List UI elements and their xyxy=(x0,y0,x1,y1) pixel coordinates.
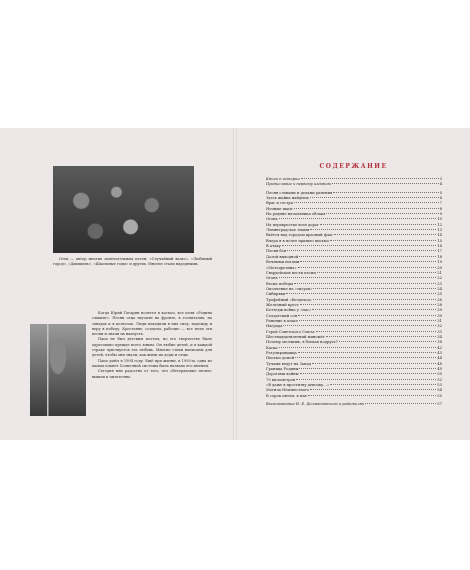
toc-entry-page: 31 xyxy=(437,318,442,323)
toc-leader-dots xyxy=(326,336,437,337)
toc-leader-dots xyxy=(300,304,436,305)
toc-leader-dots xyxy=(301,178,439,179)
toc-entry-title: Солдатский сон xyxy=(266,313,298,318)
toc-entry-title: Граница Родины xyxy=(266,367,299,372)
toc-leader-dots xyxy=(332,183,439,184)
toc-entry-page: 33 xyxy=(437,329,442,334)
book-gutter xyxy=(233,128,237,440)
toc-entry-page: 29 xyxy=(437,308,442,313)
toc-entry-title: Вьётся над городом красный флаг xyxy=(266,233,334,238)
toc-entry-title: «Мотодрезина» xyxy=(266,265,297,270)
toc-entry-page: 54 xyxy=(437,388,442,393)
toc-leader-dots xyxy=(330,240,436,241)
toc-entry-page: 50 xyxy=(437,372,442,377)
toc-entry-page: 15 xyxy=(437,238,442,243)
toc-entry-page: 25 xyxy=(437,292,442,297)
toc-leader-dots xyxy=(282,245,437,246)
toc-entry-title: Каска xyxy=(266,345,278,350)
paragraph-second: Папа не был детским поэтом, но его творчество было адресовано прежде всего юным. Он любил детей, и в каждой строке чувствуется эта любовь. Многие стихи написаны для детей, чтобы они знали, как жили их деды и отцы. xyxy=(92,337,212,358)
toc-entry-page: 13 xyxy=(437,228,442,233)
table-of-contents xyxy=(266,177,442,407)
toc-entry-title: Весна победы xyxy=(266,281,294,286)
toc-leader-dots xyxy=(295,357,436,358)
toc-leader-dots xyxy=(299,256,436,257)
toc-title: СОДЕРЖАНИЕ xyxy=(319,163,388,170)
toc-entry-page: 21 xyxy=(437,270,442,275)
toc-leader-dots xyxy=(339,341,437,342)
toc-entry xyxy=(266,182,442,187)
toc-entry-page: 34 xyxy=(437,334,442,339)
toc-leader-dots xyxy=(317,272,437,273)
toc-entry-title: Шестнадцатилетний миномёт xyxy=(266,334,325,339)
portrait-photo xyxy=(30,324,86,416)
toc-entry-page: 10 xyxy=(437,217,442,222)
toc-entry-page: 5 xyxy=(439,190,442,195)
toc-entry-title: Воспоминание Н. Е. Долматовского о родителях xyxy=(266,402,365,407)
toc-leader-dots xyxy=(313,288,436,289)
toc-leader-dots xyxy=(294,208,439,209)
paragraph-third: Папа ушёл в 1994 году. Ещё при жизни, в 1993-м, одна из малых планет Солнечной системы была названа его именем. xyxy=(92,358,212,368)
toc-entry-title: В сорок пятом, в мае xyxy=(266,393,307,398)
toc-entry-title: Ленинградское знамя xyxy=(266,228,310,233)
toc-entry-page: 43 xyxy=(437,351,442,355)
toc-entry-title: Железный крест xyxy=(266,302,299,307)
toc-entry-title: Могила Неизвестного xyxy=(266,388,310,393)
toc-entry-title: Ранение в атаке xyxy=(266,318,298,323)
toc-entry-title: На перекрестке всех дорог xyxy=(266,222,319,227)
toc-leader-dots xyxy=(320,224,436,225)
toc-entry-title: Награда xyxy=(266,324,283,329)
left-page-text xyxy=(53,257,212,380)
toc-leader-dots xyxy=(312,309,436,310)
toc-leader-dots xyxy=(300,261,436,262)
toc-entry-title: Трофейный «Вездеход» xyxy=(266,297,313,302)
toc-entry-title: Ночные шаги xyxy=(266,206,293,211)
toc-entry-title: Враг и сестра xyxy=(266,201,293,206)
toc-leader-dots xyxy=(294,202,439,203)
toc-entry-page: 4 xyxy=(439,182,442,187)
toc-entry-title: «В даже в проститву девочку...» xyxy=(266,383,330,388)
toc-leader-dots xyxy=(299,320,437,321)
toc-entry-page: 52 xyxy=(437,377,442,382)
toc-entry-title: Регулировщица xyxy=(266,351,297,355)
toc-entry-page: 57 xyxy=(437,402,442,407)
paragraph-fourth: Сегодня мне радостно от того, что «Ветеранские песни» вышли к читателям. xyxy=(92,369,212,379)
toc-entry-title: Вчера я в почте пришло письмо xyxy=(266,238,329,243)
toc-entry-page: 30 xyxy=(437,313,442,318)
toc-entry-title: Герой Советского Союза xyxy=(266,329,315,334)
toc-entry-title: Гвардейские вести песни xyxy=(266,270,316,275)
toc-leader-dots xyxy=(330,384,436,385)
toc-entry-title: Коттедж война у «нас» xyxy=(266,308,312,313)
toc-entry-page: 6 xyxy=(439,196,442,201)
toc-entry-title: Письмо домой xyxy=(266,356,295,361)
toc-entry-page: 7 xyxy=(439,201,442,206)
toc-leader-dots xyxy=(283,325,436,326)
toc-entry-page: 28 xyxy=(437,302,442,307)
toc-entry-title: Почему молчишь, в боевая подруга? xyxy=(266,340,338,345)
toc-leader-dots xyxy=(287,250,436,251)
toc-entry-page: 17 xyxy=(437,249,442,254)
toc-leader-dots xyxy=(294,283,436,284)
toc-leader-dots xyxy=(334,234,436,235)
toc-leader-dots xyxy=(286,293,436,294)
toc-entry-title: Песня боя xyxy=(266,249,287,254)
toc-entry-page: 24 xyxy=(437,286,442,291)
toc-entry-title: Песня словами и делами ранения xyxy=(266,190,333,195)
toc-entry-page: 38 xyxy=(437,340,442,345)
toc-leader-dots xyxy=(299,368,436,369)
toc-entry-title: Огонь xyxy=(266,217,278,222)
toc-entry-title: Тучами ведут на Запад xyxy=(266,361,311,366)
toc-entry-page: 22 xyxy=(437,276,442,281)
toc-entry-title: Вечными ногами xyxy=(266,260,300,265)
toc-entry-page: 9 xyxy=(439,212,442,217)
toc-leader-dots xyxy=(316,331,437,332)
toc-leader-dots xyxy=(300,373,437,374)
toc-leader-dots xyxy=(279,218,437,219)
toc-leader-dots xyxy=(310,389,436,390)
toc-entry-page: 16 xyxy=(437,244,442,249)
toc-entry-title: Сибиряки xyxy=(266,292,286,297)
toc-leader-dots xyxy=(333,192,438,193)
toc-entry-page: 49 xyxy=(437,367,442,372)
toc-entry-title: Книги о истории xyxy=(266,177,300,181)
toc-entry xyxy=(266,402,442,407)
toc-entry-title: Долой выходной xyxy=(266,254,299,259)
toc-leader-dots xyxy=(296,379,436,380)
toc-leader-dots xyxy=(298,267,437,268)
toc-entry-page: 55 xyxy=(437,393,442,398)
toc-entry-title: 75 километров xyxy=(266,377,295,382)
toc-entry-title: Дорогами войны xyxy=(266,372,299,377)
toc-leader-dots xyxy=(312,363,436,364)
toc-entry-page: 26 xyxy=(437,297,442,302)
toc-entry-page: 48 xyxy=(437,361,442,366)
toc-entry-title: Огонь xyxy=(266,276,278,281)
toc-leader-dots xyxy=(313,299,436,300)
toc-leader-dots xyxy=(298,352,437,353)
toc-entry-title: В атаку xyxy=(266,244,281,249)
toc-entry-page: 53 xyxy=(437,383,442,388)
paragraph-main: Когда Юрий Гагарин полетел в космос, все пели «Родина слышит». Песни отца звучали на фронте, в госпиталях, на заводах и в колхозах. Люди находили в них силу, надежду и веру в победу. Крестьяне, солдаты, рабочие — все пели эти песни и знали их наизусть. xyxy=(92,311,212,337)
book-spread xyxy=(0,128,470,440)
crowd-photo xyxy=(53,166,194,253)
toc-entry-page: 8 xyxy=(439,206,442,211)
toc-entry-title: Ополчение на «тигров» xyxy=(266,286,313,291)
toc-leader-dots xyxy=(310,197,439,198)
toc-entry-page: 32 xyxy=(437,324,442,329)
toc-leader-dots xyxy=(279,277,437,278)
toc-entry-page: 19 xyxy=(437,260,442,265)
toc-leader-dots xyxy=(279,347,437,348)
toc-entry-title: На родине начальника облака xyxy=(266,212,326,217)
toc-entry xyxy=(266,394,442,399)
toc-entry-page: 14 xyxy=(437,233,442,238)
toc-leader-dots xyxy=(326,213,438,214)
toc-leader-dots xyxy=(310,229,436,230)
toc-leader-dots xyxy=(308,395,436,396)
toc-entry-page: 18 xyxy=(437,254,442,259)
paragraph-top: Отец — автор многих замечательных песен: «Случайный вальс», «Любимый город», «Дымшиль», «Школьные годы» и других. Многие стали народными. xyxy=(53,257,212,267)
toc-leader-dots xyxy=(365,403,436,404)
toc-entry-title: Предисловие к первому изданию xyxy=(266,182,331,187)
toc-leader-dots xyxy=(298,315,436,316)
toc-entry-page: 42 xyxy=(437,345,442,350)
toc-entry-page: 3 xyxy=(439,177,442,181)
toc-entry-page: 20 xyxy=(437,265,442,270)
toc-entry-page: 12 xyxy=(437,222,442,227)
toc-entry-page: 44 xyxy=(437,356,442,361)
toc-entry-title: Здесь жайка найдешь xyxy=(266,196,309,201)
toc-entry-page: 23 xyxy=(437,281,442,286)
